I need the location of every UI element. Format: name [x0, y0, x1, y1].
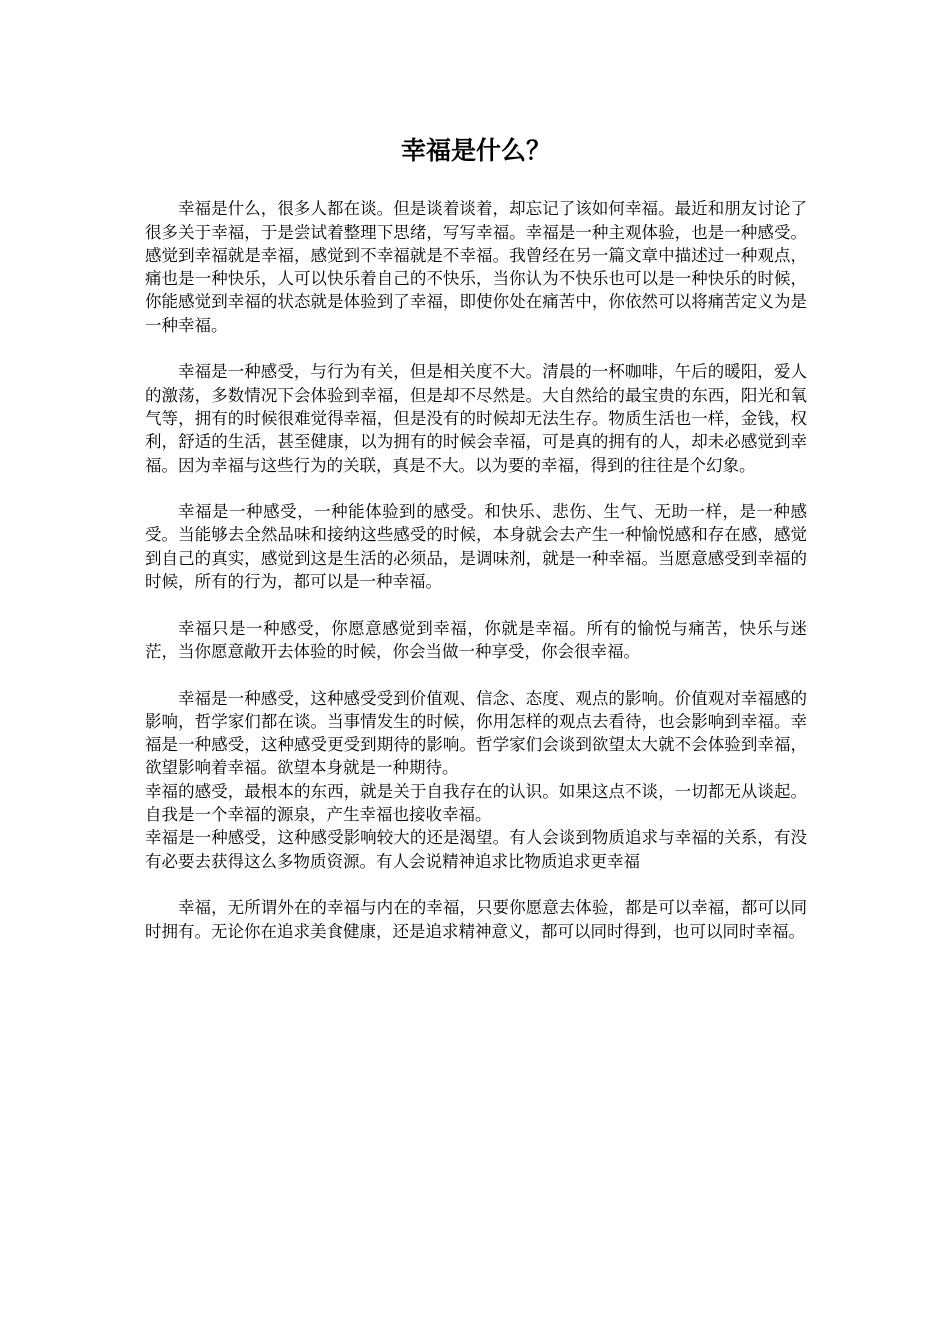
document-title: 幸福是什么？	[400, 136, 551, 165]
paragraph-5: 幸福是一种感受，这种感受受到价值观、信念、态度、观点的影响。价值观对幸福感的影响，哲学家们都在谈。当事情发生的时候，你用怎样的观点去看待，也会影响到幸福。幸福是一种感受，这种感受更受到期待的影响。哲学家们会谈到欲望太大就不会体验到幸福，欲望影响着幸福。欲望本身就是一种期待。	[145, 688, 807, 778]
paragraph-8: 幸福，无所谓外在的幸福与内在的幸福，只要你愿意去体验，都是可以幸福，都可以同时拥有。无论你在追求美食健康，还是追求精神意义，都可以同时得到，也可以同时幸福。	[145, 898, 807, 941]
paragraph-2: 幸福是一种感受，与行为有关，但是相关度不大。清晨的一杯咖啡，午后的暖阳，爱人的激荡，多数情况下会体验到幸福，但是却不尽然是。大自然给的最宝贵的东西，阳光和氧气等，拥有的时候很难觉得幸福，但是没有的时候却无法生存。物质生活也一样，金钱，权利，舒适的生活，甚至健康，以为拥有的时候会幸福，可是真的拥有的人，却未必感觉到幸福。因为幸福与这些行为的关联，真是不大。以为要的幸福，得到的往往是个幻象。	[145, 362, 807, 475]
document-page	[145, 128, 807, 943]
paragraph-3: 幸福是一种感受，一种能体验到的感受。和快乐、悲伤、生气、无助一样，是一种感受。当能够去全然品味和接纳这些感受的时候，本身就会去产生一种愉悦感和存在感，感觉到自己的真实，感觉到这是生活的必须品，是调味剂，就是一种幸福。当愿意感受到幸福的时候，所有的行为，都可以是一种幸福。	[145, 502, 807, 592]
paragraph-7: 幸福是一种感受，这种感受影响较大的还是渴望。有人会谈到物质追求与幸福的关系，有没有必要去获得这么多物质资源。有人会说精神追求比物质追求更幸福	[145, 828, 807, 871]
paragraph-4: 幸福只是一种感受，你愿意感觉到幸福，你就是幸福。所有的愉悦与痛苦，快乐与迷茫，当你愿意敞开去体验的时候，你会当做一种享受，你会很幸福。	[145, 618, 807, 661]
paragraph-1: 幸福是什么，很多人都在谈。但是谈着谈着，却忘记了该如何幸福。最近和朋友讨论了很多关于幸福，于是尝试着整理下思绪，写写幸福。幸福是一种主观体验，也是一种感受。感觉到幸福就是幸福，感觉到不幸福就是不幸福。我曾经在另一篇文章中描述过一种观点，痛也是一种快乐，人可以快乐着自己的不快乐，当你认为不快乐也可以是一种快乐的时候，你能感觉到幸福的状态就是体验到了幸福，即使你处在痛苦中，你依然可以将痛苦定义为是一种幸福。	[145, 199, 807, 335]
paragraph-6: 幸福的感受，最根本的东西，就是关于自我存在的认识。如果这点不谈，一切都无从谈起。自我是一个幸福的源泉，产生幸福也接收幸福。	[145, 781, 807, 825]
